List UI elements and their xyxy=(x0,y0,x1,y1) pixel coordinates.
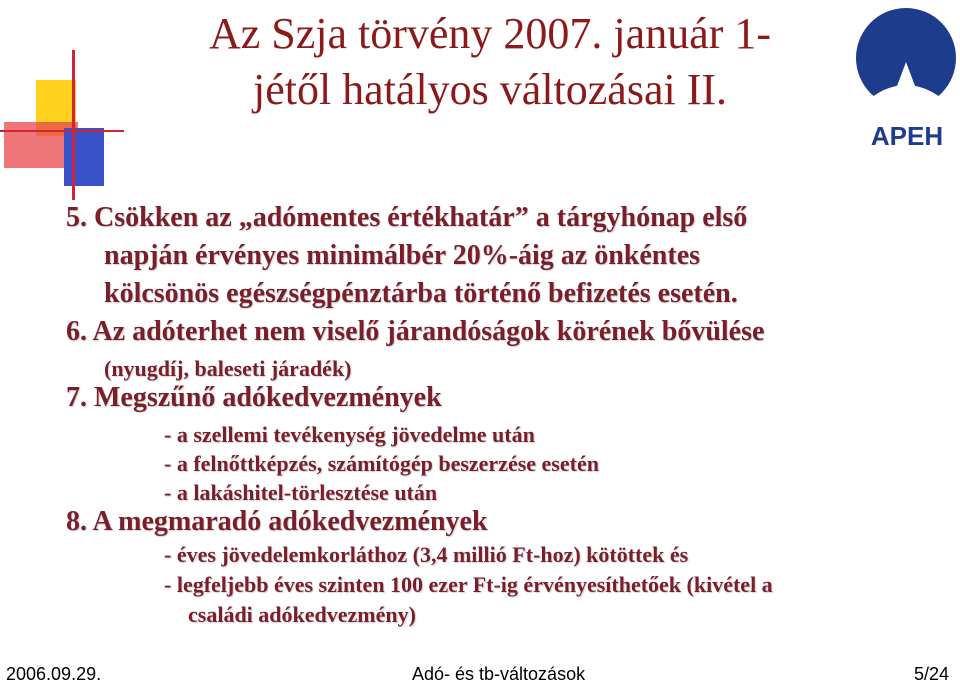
deco-vertical-line xyxy=(72,50,75,200)
slide-title xyxy=(120,6,860,118)
apeh-logo xyxy=(848,0,960,160)
item-8-sub-1: - éves jövedelemkorláthoz (3,4 millió Ft-hoz) kötöttek és xyxy=(164,542,689,567)
apeh-logo-icon xyxy=(848,0,960,160)
deco-blue-square xyxy=(64,128,104,186)
deco-horizontal-line xyxy=(0,130,124,132)
item-8-sub-2-cont: családi adókedvezmény) xyxy=(188,602,416,627)
footer-page-number: 5/24 xyxy=(914,664,950,684)
item-7-sub-1: - a szellemi tevékenység jövedelme után xyxy=(164,422,535,447)
logo-text: APEH xyxy=(870,121,944,151)
item-5-line-1: 5. Csökken az „adómentes értékhatár” a tárgyhónap első xyxy=(66,202,748,233)
item-7-sub-2: - a felnőttképzés, számítógép beszerzése esetén xyxy=(164,451,599,476)
item-5-line-2: napján érvényes minimálbér 20%-áig az önkéntes xyxy=(104,240,701,271)
item-7-sub-3: - a lakáshitel-törlesztése után xyxy=(164,480,438,505)
title-line-2: jétől hatályos változásai II. xyxy=(252,65,728,114)
item-8-sub-2: - legfeljebb éves szinten 100 ezer Ft-ig érvényesíthetőek (kivétel a xyxy=(164,572,773,597)
title-line-1: Az Szja törvény 2007. január 1- xyxy=(208,9,772,58)
item-5-line-3: kölcsönös egészségpénztárba történő befizetés esetén. xyxy=(104,278,738,309)
item-6-line-2: (nyugdíj, baleseti járadék) xyxy=(104,356,352,381)
footer-title: Adó- és tb-változások xyxy=(412,664,586,684)
item-7-heading: 7. Megszűnő adókedvezmények xyxy=(66,382,442,413)
item-6-line-1: 6. Az adóterhet nem viselő járandóságok körének bővülése xyxy=(66,316,765,347)
item-8-heading: 8. A megmaradó adókedvezmények xyxy=(66,506,488,537)
footer-date: 2006.09.29. xyxy=(6,664,102,684)
